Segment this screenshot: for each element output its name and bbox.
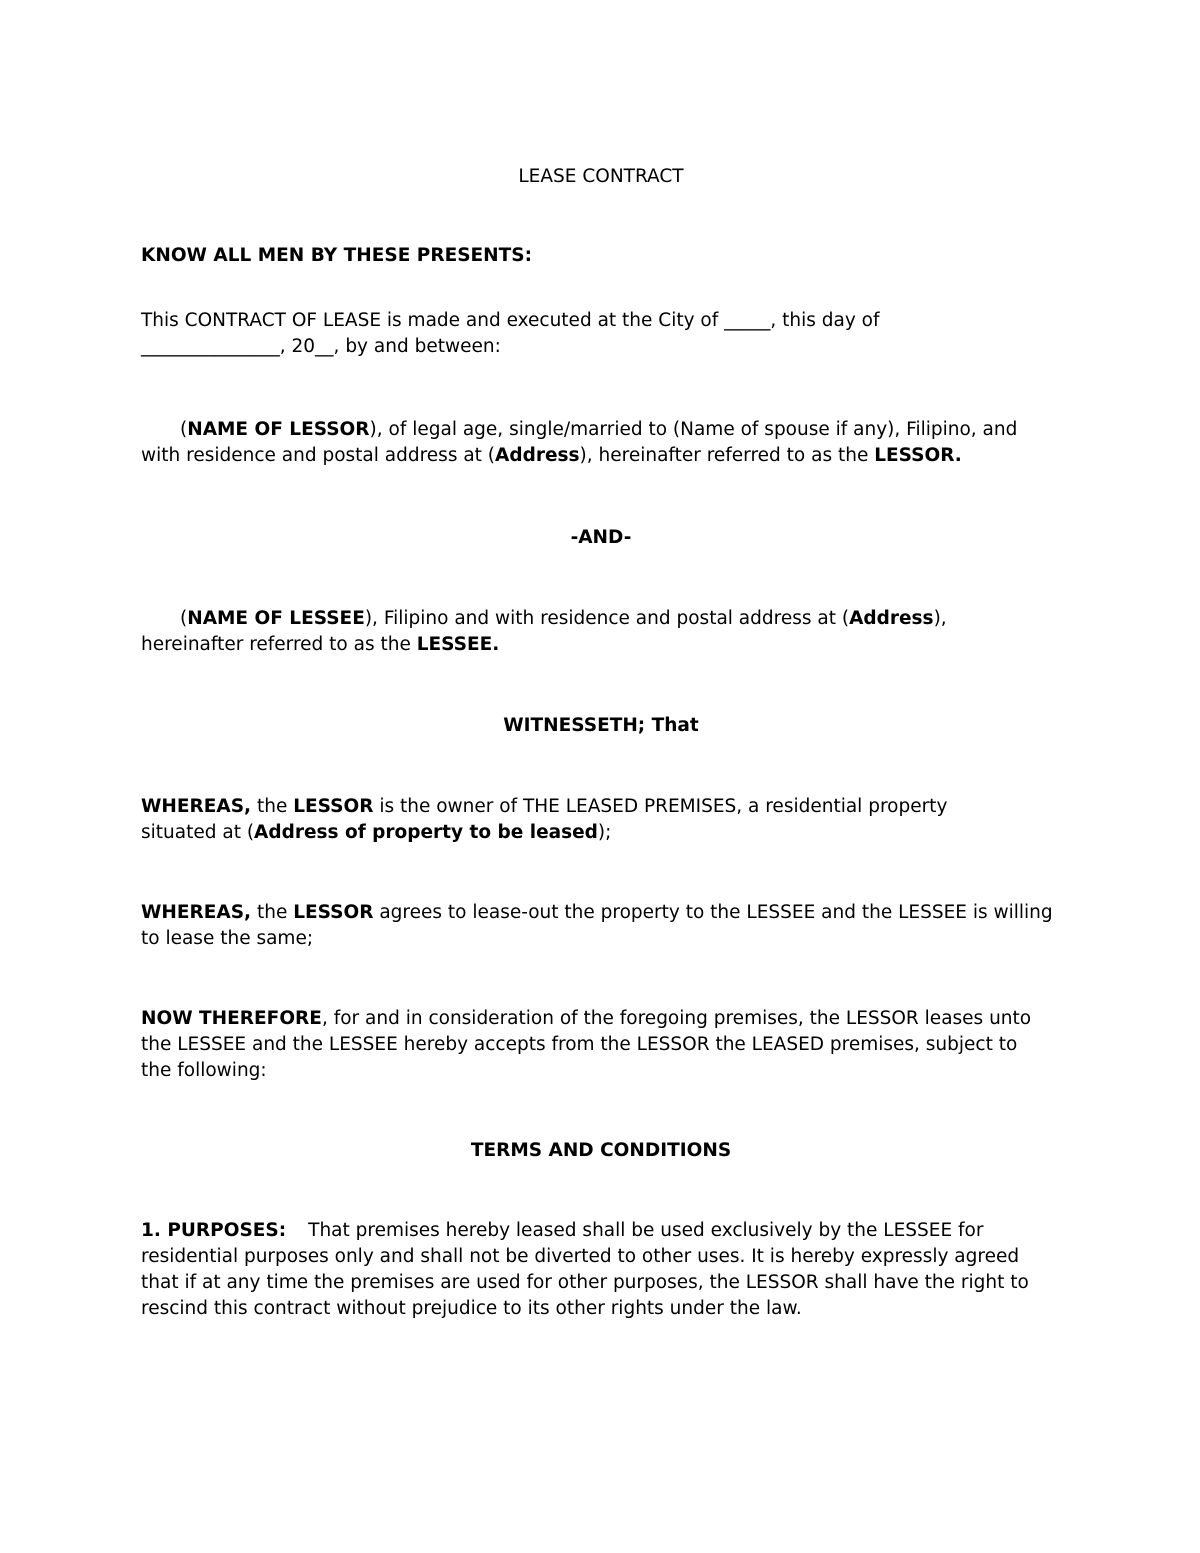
lessor-role: LESSOR. <box>874 445 962 466</box>
terms-heading: TERMS AND CONDITIONS <box>470 1140 732 1161</box>
lessee-role: LESSEE. <box>416 634 500 655</box>
and-separator: -AND- <box>570 527 632 548</box>
clause-label: 1. PURPOSES: <box>141 1220 287 1241</box>
clause-purposes <box>141 1218 1056 1322</box>
whereas-paragraph-2: WHEREAS, the LESSOR agrees to lease-out the property to the LESSEE and the LESSEE is willing to lease the same; <box>141 902 1053 949</box>
clause-text: That premises hereby leased shall be used exclusively by the LESSEE for residential purposes only and shall not be diverted to other uses. It is hereby expressly agreed that if at any time the premises are used for other purposes, the LESSOR shall have the right to rescind this contract without prejudice to its other rights under the law. <box>141 1220 1029 1319</box>
witnesseth-heading: WITNESSETH; That <box>503 715 699 736</box>
whereas-paragraph-1: WHEREAS, the LESSOR is the owner of THE LEASED PREMISES, a residential property situated at (Address of property to be leased); <box>141 796 948 843</box>
document-title: LEASE CONTRACT <box>518 166 684 187</box>
lessee-name: NAME OF LESSEE <box>187 608 365 629</box>
intro-paragraph <box>141 308 1061 360</box>
lessee-address: Address <box>849 608 934 629</box>
opening-line: KNOW ALL MEN BY THESE PRESENTS: <box>141 245 532 266</box>
lessor-paragraph: (NAME OF LESSOR), of legal age, single/married to (Name of spouse if any), Filipino, and with residence and postal address at (Address), hereinafter referred to as the LESSOR. <box>141 419 1018 466</box>
now-therefore-paragraph: NOW THEREFORE, for and in consideration of the foregoing premises, the LESSOR leases unto the LESSEE and the LESSEE hereby accepts from the LESSOR the LEASED premises, subject to the following: <box>141 1008 1032 1081</box>
lessor-address: Address <box>495 445 580 466</box>
intro-line-2: _______________, 20__, by and between: <box>141 336 501 357</box>
intro-line-1: This CONTRACT OF LEASE is made and executed at the City of _____, this day of <box>141 310 880 331</box>
property-address: Address of property to be leased <box>254 822 598 843</box>
lessee-paragraph: (NAME OF LESSEE), Filipino and with residence and postal address at (Address), hereinafter referred to as the LESSEE. <box>141 608 947 655</box>
lessor-name: NAME OF LESSOR <box>187 419 370 440</box>
